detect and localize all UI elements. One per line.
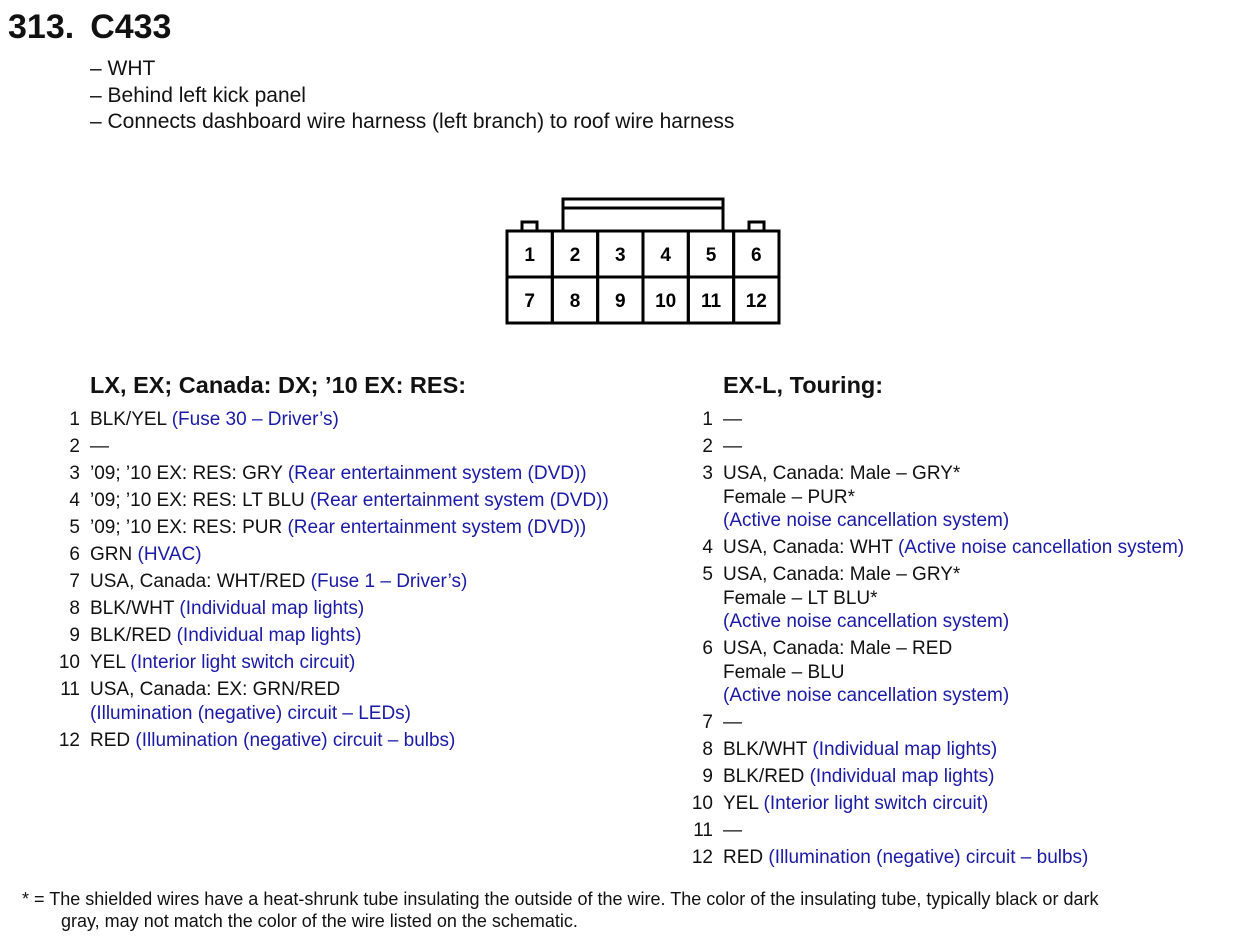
circuit-description-text: (Illumination (negative) circuit – bulbs) xyxy=(768,847,1089,868)
pin-description xyxy=(90,570,467,594)
circuit-description-text: (Individual map lights) xyxy=(809,766,995,787)
pin-description-line xyxy=(90,678,411,702)
wire-color-text: ’09; ’10 EX: RES: GRY xyxy=(90,463,288,484)
pin-number: 10 xyxy=(691,793,713,814)
wire-color-text: Female – LT BLU* xyxy=(723,587,878,609)
cavity-number: 8 xyxy=(569,291,581,312)
wire-color-text: BLK/WHT xyxy=(90,598,180,619)
cavity-number: 2 xyxy=(569,245,581,266)
circuit-description-text: (Fuse 1 – Driver’s) xyxy=(310,571,468,592)
pin-description-line xyxy=(723,610,1009,634)
footnote-line-1: * = The shielded wires have a heat-shrunk tube insulating the outside of the wire. The color of the insulating tube, typically black or dark xyxy=(22,889,1099,909)
pin-description xyxy=(90,435,109,459)
cavity-number: 9 xyxy=(615,291,626,312)
pin-description xyxy=(723,711,742,735)
pin-number: 7 xyxy=(69,571,80,592)
pin-description-line xyxy=(90,408,339,432)
pin-description-line xyxy=(90,570,467,594)
detail-location: – Behind left kick panel xyxy=(90,83,306,107)
wire-color-text: BLK/WHT xyxy=(723,739,813,760)
pin-number: 8 xyxy=(702,739,713,760)
wire-color-text: USA, Canada: Male – RED xyxy=(723,638,953,659)
pin-description-line xyxy=(723,765,994,789)
pin-number: 8 xyxy=(69,598,80,619)
pin-description xyxy=(723,435,742,459)
pin-description-line xyxy=(723,408,742,432)
circuit-description-text: (Illumination (negative) circuit – LEDs) xyxy=(90,702,412,724)
right-column-heading: EX-L, Touring: xyxy=(723,372,884,398)
circuit-description-text: (Interior light switch circuit) xyxy=(130,652,356,673)
left-column-heading: LX, EX; Canada: DX; ’10 EX: RES: xyxy=(90,372,467,398)
circuit-description-text: (Interior light switch circuit) xyxy=(763,793,989,814)
pin-number: 7 xyxy=(702,712,713,733)
pin-description xyxy=(723,765,994,789)
wire-color-text: USA, Canada: WHT xyxy=(723,537,898,558)
pin-description-line xyxy=(90,624,361,648)
pin-number: 11 xyxy=(60,679,80,700)
pin-description xyxy=(90,543,202,567)
pin-description-line xyxy=(723,435,742,459)
pin-description xyxy=(723,738,997,762)
pin-description-line xyxy=(723,661,1009,685)
pin-number: 5 xyxy=(69,517,80,538)
pin-number: 11 xyxy=(693,820,713,841)
pin-number: 6 xyxy=(702,638,713,659)
connector-id: C433 xyxy=(90,8,172,46)
pin-number: 3 xyxy=(702,463,713,484)
cavity-number: 3 xyxy=(615,245,626,266)
cavity-number: 7 xyxy=(524,291,535,312)
pin-number: 1 xyxy=(702,409,713,430)
pin-number: 4 xyxy=(69,490,80,511)
pin-description xyxy=(90,489,609,513)
circuit-description-text: (Individual map lights) xyxy=(176,625,362,646)
pin-number: 12 xyxy=(58,729,80,751)
pin-description xyxy=(90,678,411,725)
pin-description-line xyxy=(723,637,1009,661)
wire-color-text: — xyxy=(90,436,109,457)
pin-number: 2 xyxy=(69,436,80,457)
pin-number: 9 xyxy=(69,625,80,646)
wire-color-text: USA, Canada: Male – GRY* xyxy=(723,463,961,484)
wire-color-text: ’09; ’10 EX: RES: PUR xyxy=(90,517,288,538)
pin-description-line xyxy=(723,587,1009,611)
wire-color-text: BLK/RED xyxy=(723,766,810,787)
pin-description-line xyxy=(90,489,609,513)
pin-description xyxy=(90,624,361,648)
pin-description xyxy=(90,597,364,621)
wire-color-text: YEL xyxy=(723,793,764,814)
pin-description xyxy=(723,462,1009,533)
pin-number: 3 xyxy=(69,463,80,484)
circuit-description-text: (Rear entertainment system (DVD)) xyxy=(287,517,587,538)
pin-description-line xyxy=(723,462,1009,486)
wire-color-text: BLK/RED xyxy=(90,625,177,646)
circuit-description-text: (Individual map lights) xyxy=(812,739,998,760)
cavity-number: 6 xyxy=(751,245,762,266)
circuit-description-text: (Active noise cancellation system) xyxy=(897,537,1185,558)
detail-color: – WHT xyxy=(90,57,156,80)
pin-description xyxy=(90,408,339,432)
pin-description xyxy=(723,408,742,432)
pin-number: 2 xyxy=(702,436,713,457)
wire-color-text: — xyxy=(723,712,742,733)
pin-description xyxy=(723,637,1009,708)
circuit-description-text: (Active noise cancellation system) xyxy=(723,611,1010,632)
wire-color-text: GRN xyxy=(90,544,138,565)
wire-color-text: Female – PUR* xyxy=(723,486,855,508)
wire-color-text: USA, Canada: WHT/RED xyxy=(90,571,311,592)
pin-description-line xyxy=(723,563,1009,587)
pin-number: 1 xyxy=(69,409,80,430)
cavity-number: 4 xyxy=(660,245,671,266)
pin-description-line xyxy=(90,462,587,486)
wire-color-text: ’09; ’10 EX: RES: LT BLU xyxy=(90,490,311,511)
connector-face-diagram xyxy=(0,0,1246,360)
pin-description-line xyxy=(90,516,586,540)
pin-number: 6 xyxy=(69,544,80,565)
pin-number: 5 xyxy=(702,564,713,585)
pin-description-line xyxy=(723,684,1009,708)
pin-number: 4 xyxy=(702,537,713,558)
wire-color-text: — xyxy=(723,409,742,430)
pin-description-line xyxy=(723,846,1088,870)
wire-color-text: USA, Canada: EX: GRN/RED xyxy=(90,679,341,700)
pin-description xyxy=(723,563,1009,634)
pin-description xyxy=(723,819,742,843)
cavity-number: 5 xyxy=(705,245,717,266)
circuit-description-text: (Illumination (negative) circuit – bulbs) xyxy=(135,729,456,751)
wire-color-text: RED xyxy=(723,847,769,868)
footnote xyxy=(22,888,1242,932)
pin-number: 10 xyxy=(58,652,80,673)
circuit-description-text: (HVAC) xyxy=(137,544,202,565)
pin-description-line xyxy=(723,536,1184,560)
cavity-number: 11 xyxy=(700,291,722,312)
pin-description xyxy=(723,792,988,816)
pin-description-line xyxy=(723,819,742,843)
pin-description-line xyxy=(90,729,455,753)
pin-description-line xyxy=(723,486,1009,510)
pin-description xyxy=(90,651,355,675)
pin-description-line xyxy=(723,738,997,762)
wire-color-text: USA, Canada: Male – GRY* xyxy=(723,564,961,585)
circuit-description-text: (Individual map lights) xyxy=(179,598,365,619)
cavity-number: 1 xyxy=(524,245,535,266)
pin-description-line xyxy=(723,711,742,735)
pin-number: 9 xyxy=(702,766,713,787)
wire-color-text: YEL xyxy=(90,652,131,673)
wire-color-text: Female – BLU xyxy=(723,661,845,683)
circuit-description-text: (Rear entertainment system (DVD)) xyxy=(287,463,587,484)
pin-description-line xyxy=(90,702,411,726)
cavity-number: 12 xyxy=(745,291,767,312)
pin-description-line xyxy=(723,792,988,816)
section-number: 313. xyxy=(8,8,75,46)
detail-connects: – Connects dashboard wire harness (left branch) to roof wire harness xyxy=(90,110,735,133)
connector-lock-tab xyxy=(563,199,723,231)
wire-color-text: — xyxy=(723,820,742,841)
pin-number: 12 xyxy=(691,847,713,868)
pin-description xyxy=(90,729,455,753)
circuit-description-text: (Fuse 30 – Driver’s) xyxy=(171,409,339,430)
pin-description xyxy=(723,846,1088,870)
pin-description xyxy=(90,462,587,486)
circuit-description-text: (Rear entertainment system (DVD)) xyxy=(310,490,609,511)
pin-description-line xyxy=(90,597,364,621)
pin-description-line xyxy=(90,651,355,675)
circuit-description-text: (Active noise cancellation system) xyxy=(723,685,1010,706)
wire-color-text: BLK/YEL xyxy=(90,409,172,430)
pin-description-line xyxy=(90,543,202,567)
wire-color-text: — xyxy=(723,436,742,457)
pin-description-line xyxy=(723,509,1009,533)
footnote-line-2: gray, may not match the color of the wire listed on the schematic. xyxy=(61,911,578,931)
pin-description-line xyxy=(90,435,109,459)
cavity-number: 10 xyxy=(655,291,677,312)
wire-color-text: RED xyxy=(90,729,136,751)
circuit-description-text: (Active noise cancellation system) xyxy=(723,510,1010,531)
pin-description xyxy=(90,516,586,540)
pin-description xyxy=(723,536,1184,560)
